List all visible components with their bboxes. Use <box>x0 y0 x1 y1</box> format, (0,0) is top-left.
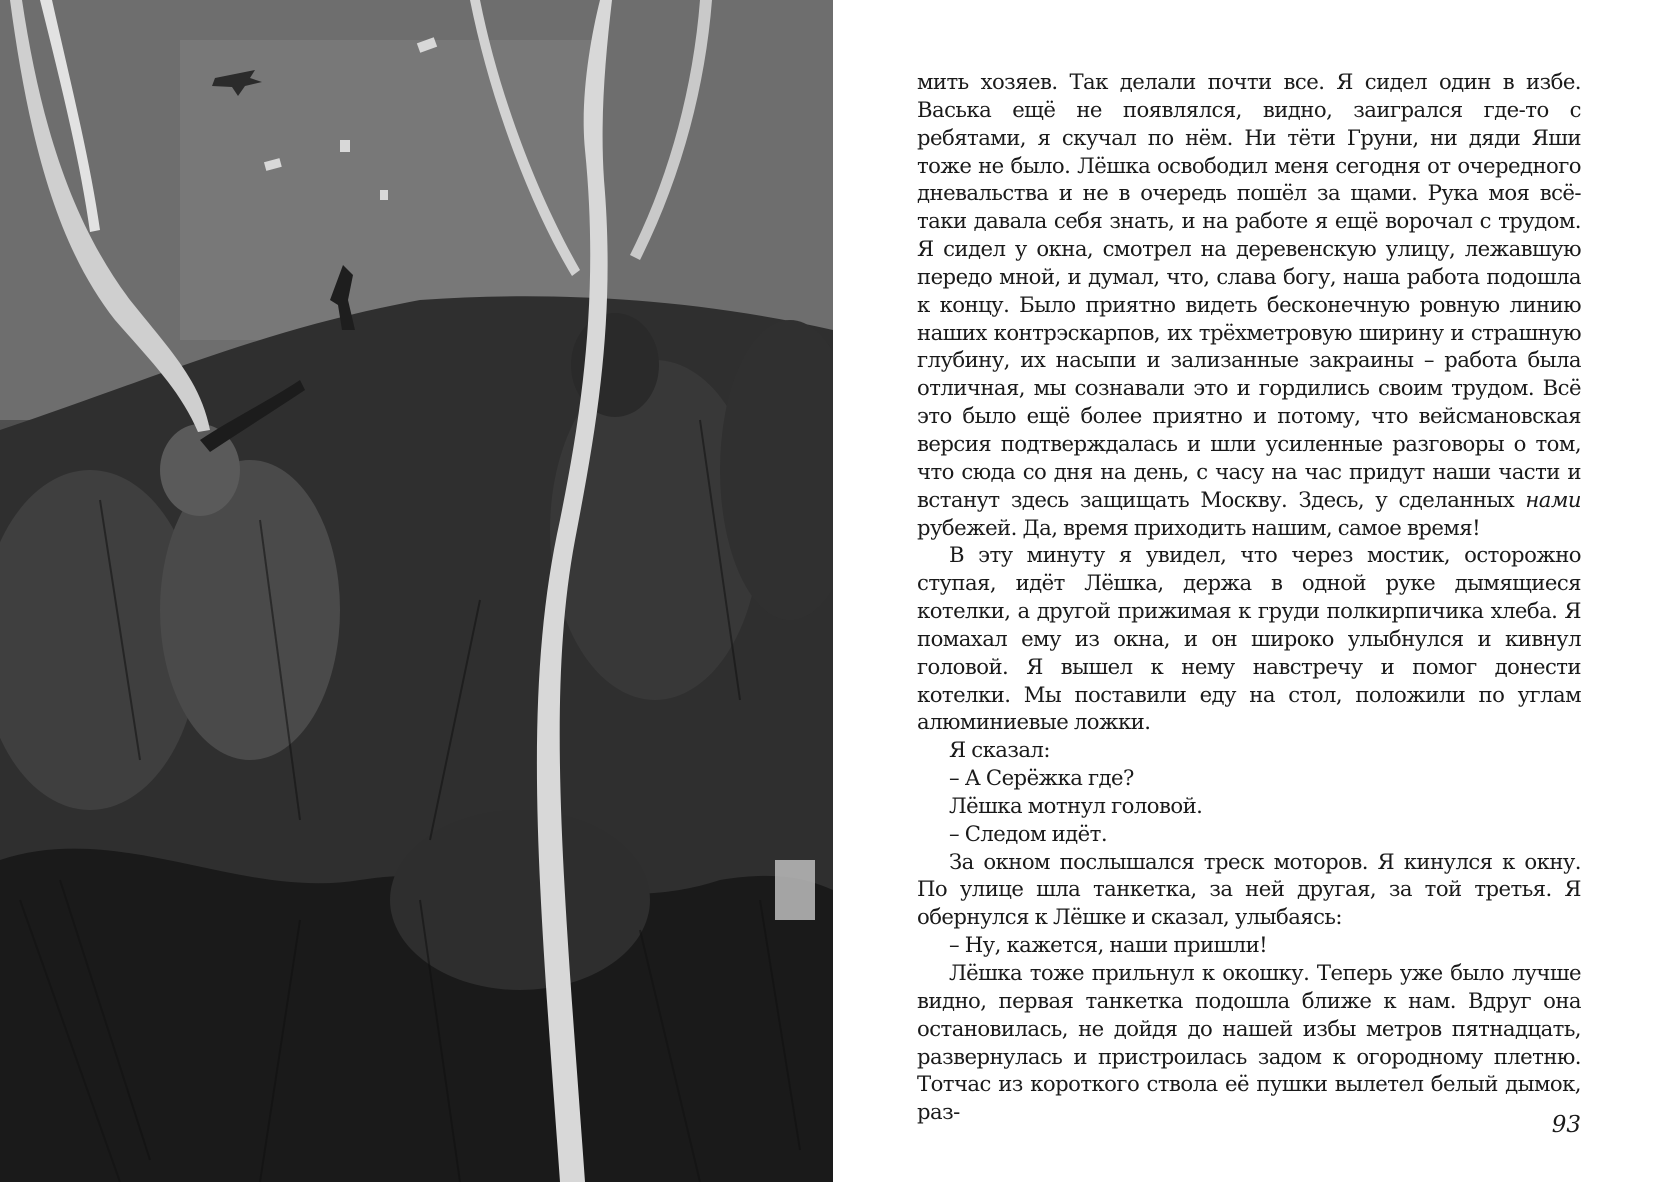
dialogue-line: – Ну, кажется, наши пришли! <box>949 932 1268 958</box>
paragraph: За окном послышался треск моторов. Я кинулся к окну. По улице шла танкетка, за ней другая, за той третья. Я обернулся к Лёшке и сказал, улыбаясь: <box>917 848 1581 930</box>
paragraph-text: мить хозяев. Так делали почти все. Я сидел один в избе. Васька ещё не появлялся, видно, заигрался где-то с ребятами, я скучал по нём. Ни тёти Груни, ни дяди Яши тоже не было. Лёшка освободил меня сегодня от очередного дневальства и не в очередь пошёл за щами. Рука моя всё-таки давала себя знать, и на работе я ещё ворочал с трудом. Я сидел у окна, смотрел на деревенскую улицу, лежавшую передо мной, и думал, что, слава богу, наша работа подошла к концу. Было приятно видеть бесконечную ровную линию наших контрэскарпов, их трёхметровую ширину и страшную глубину, их насыпи и зализанные закраины – работа была отличная, мы сознавали это и гордились своим трудом. Всё это было ещё более приятно и потому, что вейсмановская версия подтверждалась и шли усиленные разговоры о том, что сюда со дня на день, с часу на час придут наши части и встанут здесь защищать Москву. Здесь, у сделанных <box>917 69 1581 512</box>
dialogue-line: – А Серёжка где? <box>949 765 1134 791</box>
paragraph: Лёшка тоже прильнул к окошку. Теперь уже было лучше видно, первая танкетка подошла ближе к нам. Вдруг она остановилась, не дойдя до нашей избы метров пятнадцать, развернулась и пристроилась задом к огородному плетню. Тотчас из короткого ствола её пушки вылетел белый дымок, раз- <box>917 960 1581 1125</box>
emphasized-word: нами <box>1525 486 1582 512</box>
paragraph: Лёшка мотнул головой. <box>949 792 1203 818</box>
paragraph: Я сказал: <box>949 737 1050 763</box>
paragraph-text: рубежей. Да, время приходить нашим, самое время! <box>917 514 1481 540</box>
page-number: 93 <box>1551 1112 1581 1138</box>
paragraph: В эту минуту я увидел, что через мостик, осторожно ступая, идёт Лёшка, держа в одной руке дымящиеся котелки, а другой прижимая к груди полкирпичика хлеба. Я помахал ему из окна, и он широко улыбнулся и кивнул головой. Я вышел к нему навстречу и помог донести котелки. Мы поставили еду на стол, положили по углам алюминиевые ложки. <box>917 542 1581 735</box>
dialogue-line: – Следом идёт. <box>949 820 1108 846</box>
paragraph <box>917 68 1581 541</box>
